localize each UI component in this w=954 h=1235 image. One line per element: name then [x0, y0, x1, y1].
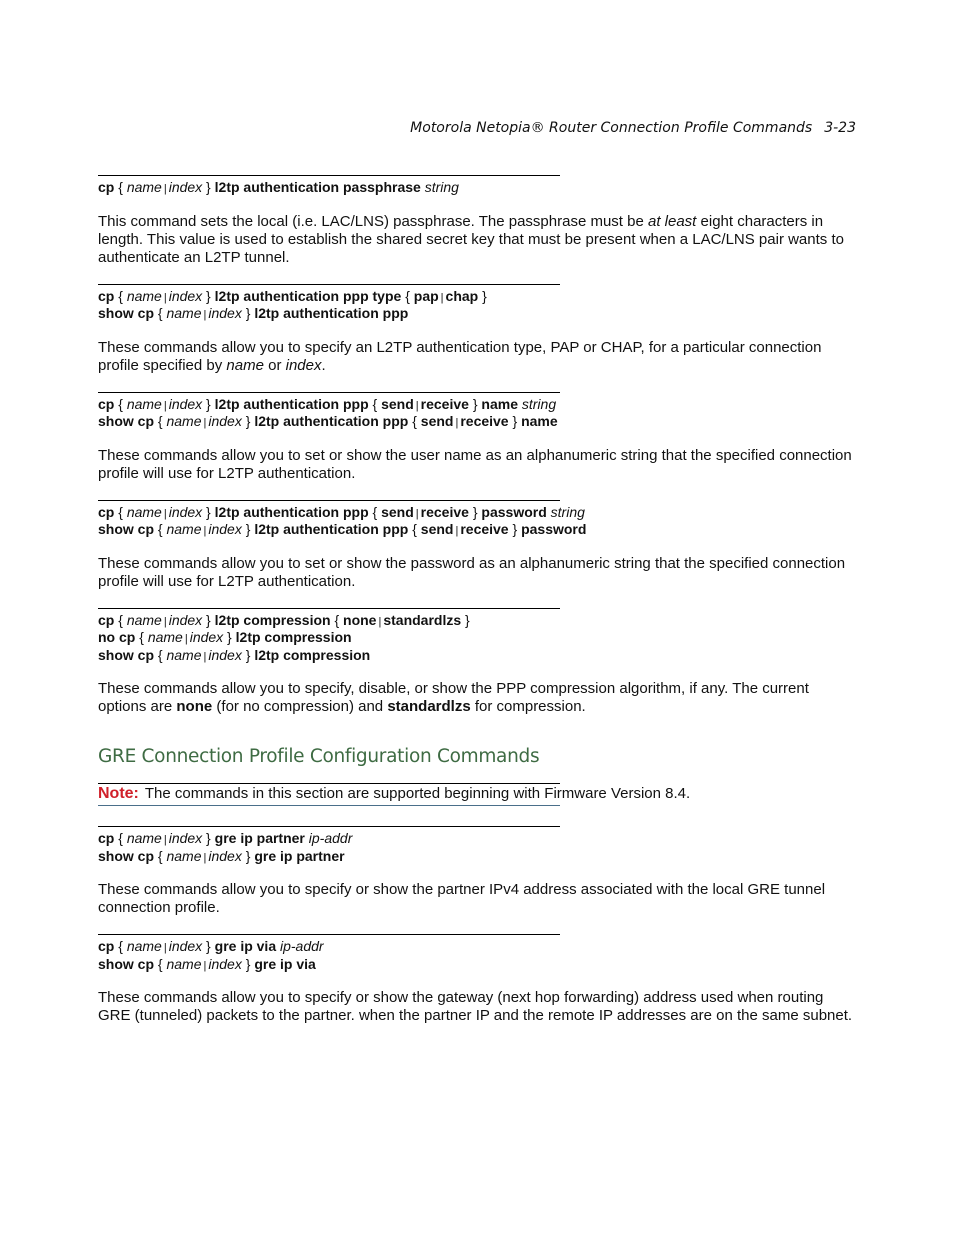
page-number: 3-23	[824, 120, 856, 136]
command-rule	[98, 826, 560, 827]
note-top-rule	[98, 783, 560, 784]
command-syntax: show cp { name | index } l2tp authentication ppp	[98, 305, 409, 321]
header-title: Motorola Netopia® Router Connection Profile Commands	[410, 120, 813, 136]
command-syntax: cp { name | index } l2tp authentication ppp { send | receive } name string	[98, 395, 557, 412]
command-description: These commands allow you to set or show the password as an alphanumeric string that the specified connection profile will use for L2TP authentication.	[98, 554, 846, 590]
running-header	[410, 120, 856, 136]
section-heading: GRE Connection Profile Configuration Commands	[98, 746, 540, 767]
command-description: This command sets the local (i.e. LAC/LNS) passphrase. The passphrase must be at least eight characters in length. This value is used to establish the shared secret key that must be present when a LAC/LNS pair wants to authenticate an L2TP tunnel.	[98, 212, 844, 266]
gre-command-block	[98, 826, 858, 917]
l2tp-command-block	[98, 500, 858, 591]
command-syntax: show cp { name | index } gre ip partner	[98, 847, 345, 864]
command-description: These commands allow you to specify or show the gateway (next hop forwarding) address used when routing GRE (tunneled) packets to the partner. when the partner IP and the remote IP addresses are on the same subnet.	[98, 989, 853, 1024]
command-rule	[98, 392, 560, 393]
command-syntax: cp { name | index } gre ip partner ip-addr	[98, 830, 353, 846]
l2tp-command-block	[98, 392, 858, 483]
command-description: These commands allow you to specify or show the partner IPv4 address associated with the local GRE tunnel connection profile.	[98, 881, 826, 916]
command-description: These commands allow you to set or show the user name as an alphanumeric string that the specified connection profile will use for L2TP authentication.	[98, 446, 852, 482]
command-rule	[98, 175, 560, 176]
note-bottom-rule	[98, 805, 560, 806]
command-syntax: show cp { name | index } gre ip via	[98, 955, 316, 972]
l2tp-command-block	[98, 608, 858, 717]
l2tp-command-block	[98, 284, 858, 375]
l2tp-command-list	[98, 175, 858, 716]
command-syntax: show cp { name | index } l2tp authentication ppp { send | receive } password	[98, 521, 587, 537]
note-label: Note:	[98, 785, 139, 802]
note-text: The commands in this section are supported beginning with Firmware Version 8.4.	[144, 785, 691, 802]
command-syntax: cp { name | index } l2tp compression { none | standardlzs }	[98, 611, 470, 628]
command-description: These commands allow you to specify an L2TP authentication type, PAP or CHAP, for a particular connection profile specified by name or index.	[98, 338, 822, 374]
page-content	[98, 175, 858, 1042]
command-syntax: show cp { name | index } l2tp compression	[98, 646, 371, 663]
command-rule	[98, 284, 560, 285]
command-syntax: cp { name | index } gre ip via ip-addr	[98, 938, 324, 954]
command-rule	[98, 608, 560, 609]
note-box	[98, 783, 858, 806]
command-rule	[98, 500, 560, 501]
gre-command-list	[98, 826, 858, 1025]
command-syntax: no cp { name | index } l2tp compression	[98, 629, 352, 645]
command-rule	[98, 934, 560, 935]
command-syntax: cp { name | index } l2tp authentication ppp type { pap | chap }	[98, 287, 487, 304]
command-syntax: show cp { name | index } l2tp authentication ppp { send | receive } name	[98, 413, 558, 429]
command-description: These commands allow you to specify, disable, or show the PPP compression algorithm, if any. The current options are none (for no compression) and standardlzs for compression.	[98, 680, 809, 715]
command-syntax: cp { name | index } l2tp authentication passphrase string	[98, 179, 459, 195]
command-syntax: cp { name | index } l2tp authentication ppp { send | receive } password string	[98, 503, 585, 520]
gre-command-block	[98, 934, 858, 1025]
l2tp-command-block	[98, 175, 858, 267]
